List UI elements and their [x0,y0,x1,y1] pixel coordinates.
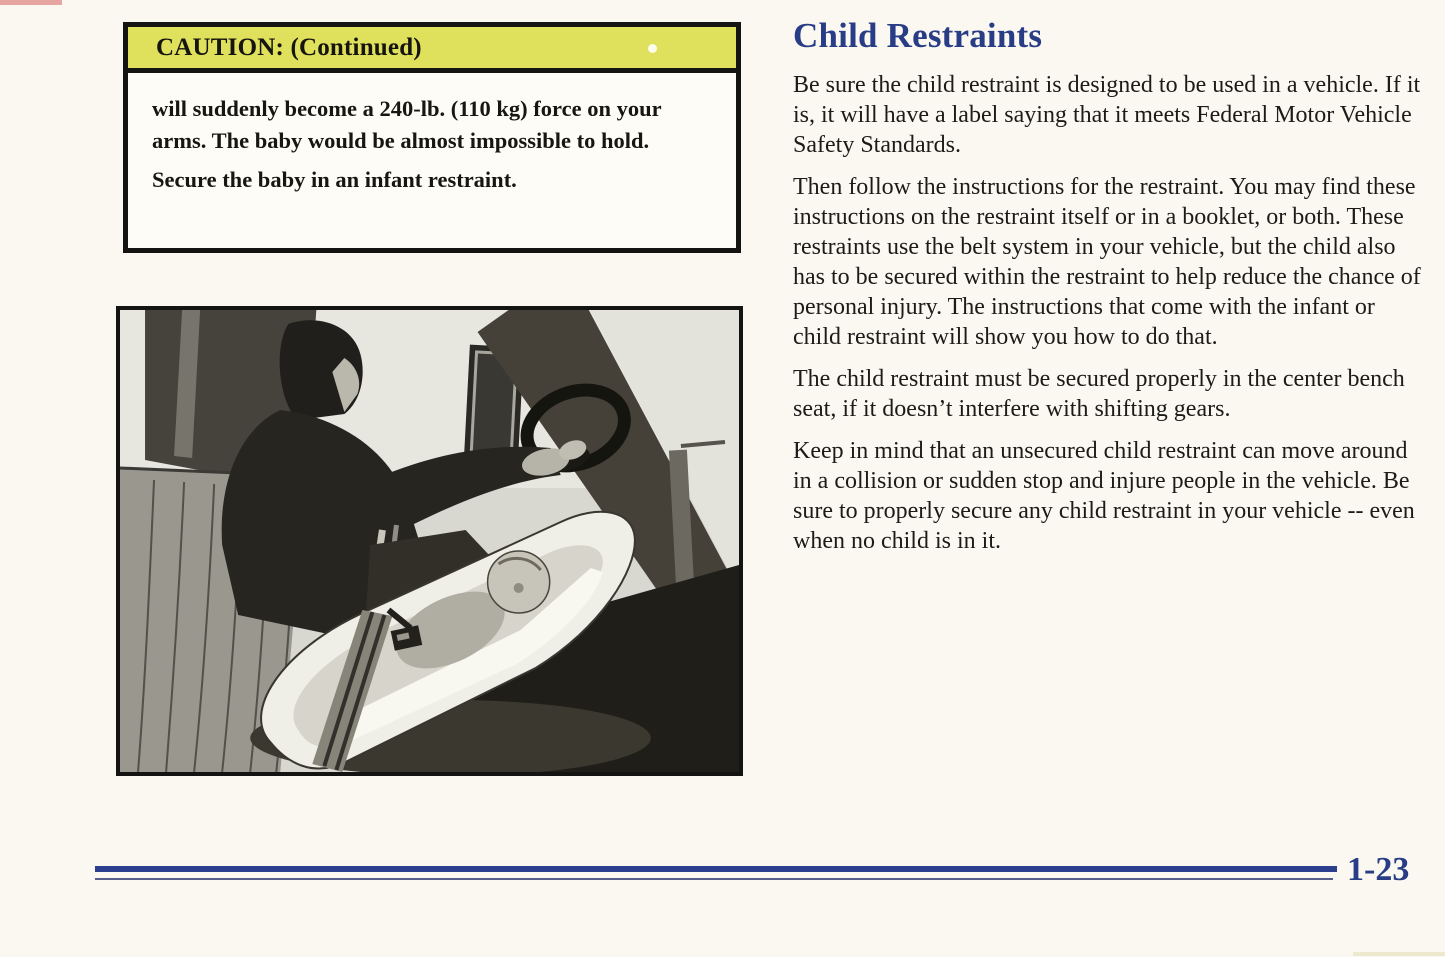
body-paragraph: Then follow the instructions for the restraint. You may find these instructions on the restraint itself or in a booklet, or both. These restraints use the belt system in your vehicle, but the child also has to be secured within the restraint to help reduce the chance of personal injury. The instructions that come with the infant or child restraint will show you how to do that. [793,174,1421,350]
baby-head [488,551,550,613]
infant-restraint-illustration [116,306,743,776]
illustration-drawing [120,310,739,772]
section-heading: Child Restraints [793,16,1043,55]
footer-rule-thin [95,878,1333,880]
page-number: 1-23 [1347,851,1410,888]
caution-header [128,27,736,73]
child-restraints-section [793,16,1423,568]
footer-rule-thick [95,866,1337,872]
caution-title: CAUTION: (Continued) [156,33,422,61]
caution-box [123,22,741,253]
print-speck [648,44,657,53]
scan-artifact-bottom [1353,952,1445,956]
caution-body [128,73,736,196]
body-paragraph: Be sure the child restraint is designed to be used in a vehicle. If it is, it will have a label saying that it meets Federal Motor Vehicle Safety Standards. [793,72,1421,158]
caution-text-line: will suddenly become a 240-lb. (110 kg) force on your arms. The baby would be almost impossible to hold. [152,96,662,153]
caution-text-line: Secure the baby in an infant restraint. [152,167,517,192]
body-paragraph: The child restraint must be secured properly in the center bench seat, if it doesn’t interfere with shifting gears. [793,366,1405,422]
body-paragraph: Keep in mind that an unsecured child restraint can move around in a collision or sudden stop and injure people in the vehicle. Be sure to properly secure any child restraint in your vehicle -- even when no child is in it. [793,438,1415,554]
scan-artifact-top [0,0,62,5]
